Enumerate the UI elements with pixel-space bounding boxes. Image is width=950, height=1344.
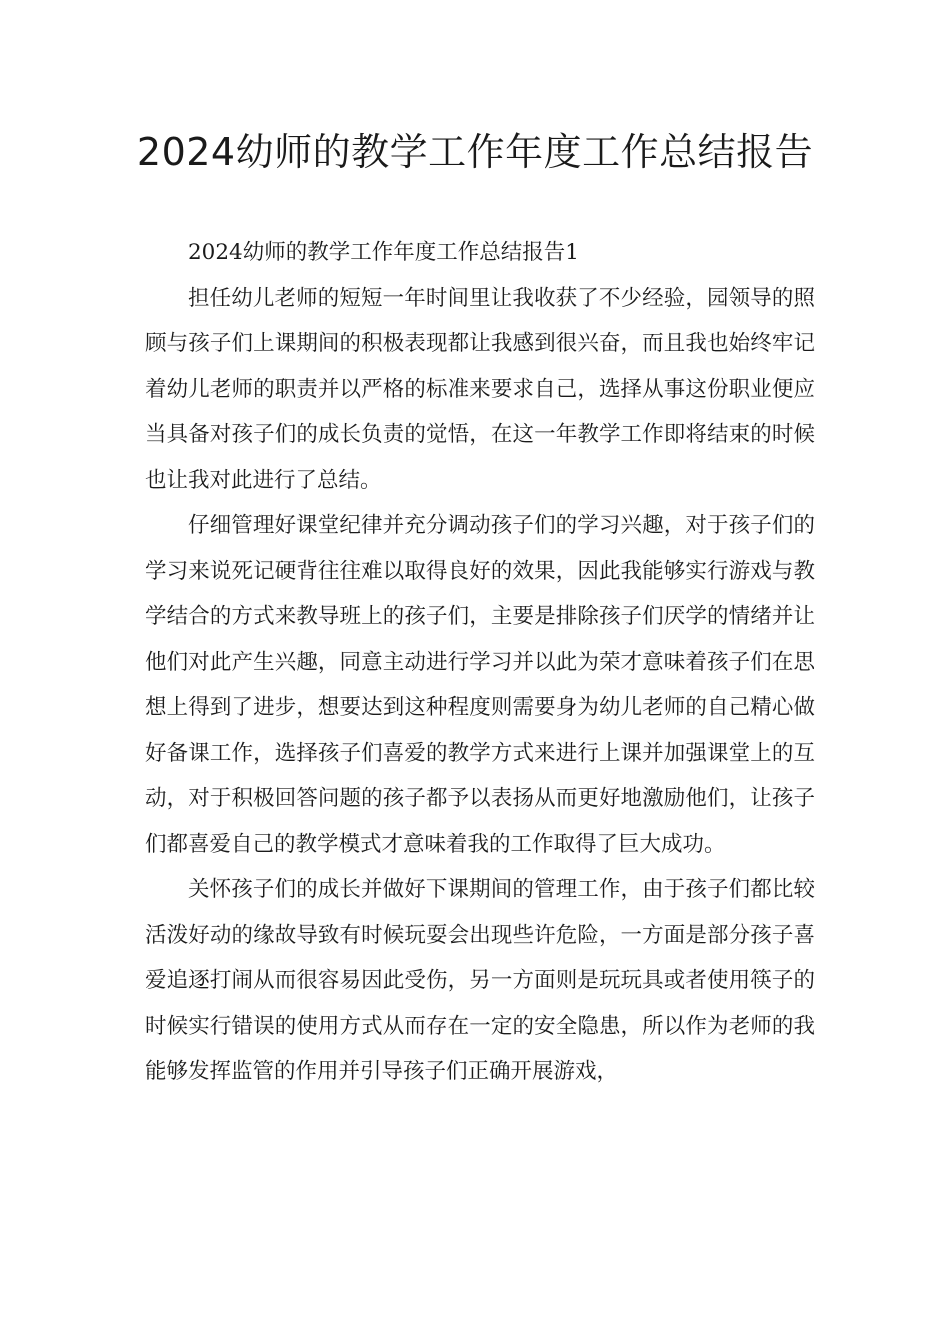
section-heading: 2024幼师的教学工作年度工作总结报告1 — [188, 240, 579, 265]
paragraph-1: 担任幼儿老师的短短一年时间里让我收获了不少经验，园领导的照顾与孩子们上课期间的积极表现都让我感到很兴奋，而且我也始终牢记着幼儿老师的职责并以严格的标准来要求自己，选择从事这份职业便应当具备对孩子们的成长负责的觉悟，在这一年教学工作即将结束的时候也让我对此进行了总结。 — [145, 285, 815, 493]
paragraph-2: 仔细管理好课堂纪律并充分调动孩子们的学习兴趣，对于孩子们的学习来说死记硬背往往难以取得良好的效果，因此我能够实行游戏与教学结合的方式来教导班上的孩子们，主要是排除孩子们厌学的情绪并让他们对此产生兴趣，同意主动进行学习并以此为荣才意味着孩子们在思想上得到了进步，想要达到这种程度则需要身为幼儿老师的自己精心做好备课工作，选择孩子们喜爱的教学方式来进行上课并加强课堂上的互动，对于积极回答问题的孩子都予以表扬从而更好地激励他们，让孩子们都喜爱自己的教学模式才意味着我的工作取得了巨大成功。 — [145, 513, 815, 857]
paragraph-3: 关怀孩子们的成长并做好下课期间的管理工作，由于孩子们都比较活泼好动的缘故导致有时候玩耍会出现些许危险，一方面是部分孩子喜爱追逐打闹从而很容易因此受伤，另一方面则是玩玩具或者使用筷子的时候实行错误的使用方式从而存在一定的安全隐患，所以作为老师的我能够发挥监管的作用并引导孩子们正确开展游戏， — [145, 877, 815, 1084]
document-body — [145, 230, 815, 1095]
document-title: 2024幼师的教学工作年度工作总结报告 — [136, 130, 814, 174]
